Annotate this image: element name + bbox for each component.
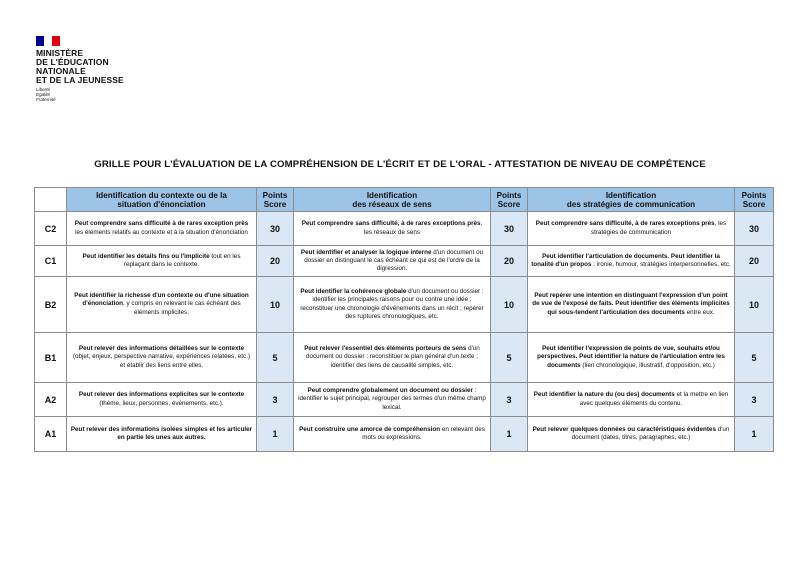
header-line: Identification xyxy=(366,190,418,200)
header-line: Identification du contexte ou de la xyxy=(96,190,227,200)
context-cell xyxy=(67,212,257,246)
descriptor-text: d'un document ou dossier : identifier les principales raisons pour ou contre une idée ; reconstituer une chronologie d'événements dans un récit ; repérer des ruptures chronologiques, etc. xyxy=(300,287,484,320)
flag-red-stripe xyxy=(52,36,60,46)
level-cell: A2 xyxy=(35,383,67,417)
descriptor-text: d'un document ou dossier en distinguant le cas échéant ce qui est de l'ordre de la digression. xyxy=(304,248,484,273)
level-cell: A1 xyxy=(35,417,67,452)
motto-line: Liberté xyxy=(36,87,51,92)
header-line: Points xyxy=(262,190,288,200)
context-cell xyxy=(67,333,257,383)
points-cell: 3 xyxy=(257,383,294,417)
descriptor-text: , y compris en relevant le cas échéant des éléments implicites. xyxy=(123,300,241,316)
descriptor-bold: Peut comprendre globalement un document ou dossier xyxy=(307,387,473,395)
descriptor-bold: Peut identifier l'expression de points de vue, souhaits et/ou perspectives. Peut identifier la nature de l'articulation entre les documents xyxy=(537,345,725,369)
table-row-b2 xyxy=(35,277,774,333)
descriptor-text: , les stratégies de communication xyxy=(590,220,727,236)
descriptor-bold: Peut identifier les détails fins ou l'implicite xyxy=(82,252,210,260)
points-cell: 1 xyxy=(735,417,774,452)
evaluation-grid xyxy=(34,187,774,452)
descriptor-bold: Peut identifier la nature du (ou des) documents xyxy=(533,391,675,399)
level-cell: B1 xyxy=(35,333,67,383)
points-cell: 3 xyxy=(735,383,774,417)
flag-white-stripe xyxy=(44,36,52,46)
points-cell: 10 xyxy=(735,277,774,333)
header-communication-strategies xyxy=(528,188,735,212)
networks-cell xyxy=(294,212,491,246)
header-points xyxy=(257,188,294,212)
descriptor-text: (thème, lieux, personnes, événements, etc.). xyxy=(99,399,224,407)
descriptor-bold: Peut relever quelques données ou caractéristiques évidentes xyxy=(532,425,716,433)
descriptor-text: (lien chronologique, illustratif, d'opposition, etc.) xyxy=(580,361,715,369)
descriptor-bold: Peut relever des informations isolées simples et les articuler en partie les unes aux autres. xyxy=(70,425,253,441)
header-line: des stratégies de communication xyxy=(566,199,696,209)
french-flag-icon xyxy=(36,36,60,46)
context-cell xyxy=(67,246,257,277)
descriptor-text: en relevant des mots ou expressions. xyxy=(362,425,485,441)
table-row-a1 xyxy=(35,417,774,452)
networks-cell xyxy=(294,333,491,383)
ministry-line: DE L'ÉDUCATION xyxy=(36,57,109,67)
points-cell: 3 xyxy=(491,383,528,417)
header-line: des réseaux de sens xyxy=(352,199,432,209)
motto-line: Fraternité xyxy=(36,97,56,102)
ministry-logo xyxy=(36,36,156,102)
strategies-cell xyxy=(528,277,735,333)
table-row-c2 xyxy=(35,212,774,246)
points-cell: 20 xyxy=(735,246,774,277)
header-line: Score xyxy=(263,199,287,209)
header-points xyxy=(491,188,528,212)
descriptor-bold: Peut identifier l'articulation de documents. Peut identifier la tonalité d'un propos xyxy=(531,252,720,268)
descriptor-text: les éléments relatifs au contexte et à la situation d'énonciation xyxy=(75,228,248,236)
descriptor-text: , les réseaux de sens xyxy=(363,220,483,236)
header-line: Identification xyxy=(605,190,657,200)
ministry-line: MINISTÈRE xyxy=(36,48,84,58)
descriptor-bold: Peut relever des informations détaillées sur le contexte xyxy=(78,345,245,353)
descriptor-bold: Peut identifier et analyser la logique interne xyxy=(300,248,432,256)
ministry-line: NATIONALE xyxy=(36,66,86,76)
descriptor-text: : identifier le sujet principal, regrouper des termes d'un même champ lexical. xyxy=(298,387,486,411)
header-row xyxy=(35,188,774,212)
header-line: Points xyxy=(741,190,767,200)
strategies-cell xyxy=(528,333,735,383)
table-row-b1 xyxy=(35,333,774,383)
level-cell: C2 xyxy=(35,212,67,246)
descriptor-text: entre eux. xyxy=(684,308,715,316)
descriptor-bold: Peut comprendre sans difficulté à de rares exception près xyxy=(74,220,249,228)
level-cell: C1 xyxy=(35,246,67,277)
descriptor-text: d'un document ou dossier : reconstituer le plan général d'un texte ; identifier des liens de causalité simples, etc. xyxy=(305,345,480,369)
points-cell: 5 xyxy=(735,333,774,383)
descriptor-bold: Peut comprendre sans difficulté, à de rares exceptions près xyxy=(301,220,481,228)
header-line: Score xyxy=(497,199,521,209)
strategies-cell xyxy=(528,417,735,452)
context-cell xyxy=(67,417,257,452)
networks-cell xyxy=(294,417,491,452)
descriptor-text: tout en les replaçant dans le contexte. xyxy=(123,252,241,268)
strategies-cell xyxy=(528,383,735,417)
descriptor-text: : ironie, humour, stratégies interpersonnelles, etc. xyxy=(591,261,731,268)
header-line: Points xyxy=(496,190,522,200)
descriptor-bold: Peut repérer une intention en distinguant l'expression d'un point de vue de l'exposé de faits. Peut identifier des éléments implicites qui sous-tendent l'articulation des documents xyxy=(532,292,730,316)
flag-blue-stripe xyxy=(36,36,44,46)
descriptor-text: d'un document (dates, titres, paragraphes, etc.) xyxy=(571,425,730,441)
descriptor-bold: Peut relever des informations explicites sur le contexte xyxy=(78,391,245,399)
context-cell xyxy=(67,277,257,333)
networks-cell xyxy=(294,246,491,277)
motto-line: Égalité xyxy=(36,92,51,97)
descriptor-text: et la mettre en lien avec quelques éléments du contenu. xyxy=(579,391,729,407)
strategies-cell xyxy=(528,246,735,277)
context-cell xyxy=(67,383,257,417)
points-cell: 10 xyxy=(491,277,528,333)
header-context xyxy=(67,188,257,212)
descriptor-text: (objet, enjeux, perspective narrative, expériences relatées, etc.) et établir des liens entre elles. xyxy=(72,353,251,369)
points-cell: 10 xyxy=(257,277,294,333)
strategies-cell xyxy=(528,212,735,246)
points-cell: 5 xyxy=(491,333,528,383)
points-cell: 1 xyxy=(257,417,294,452)
republic-motto xyxy=(36,87,156,102)
networks-cell xyxy=(294,383,491,417)
networks-cell xyxy=(294,277,491,333)
table-row-c1 xyxy=(35,246,774,277)
header-points xyxy=(735,188,774,212)
points-cell: 1 xyxy=(491,417,528,452)
points-cell: 20 xyxy=(491,246,528,277)
descriptor-bold: Peut construire une amorce de compréhension xyxy=(299,425,441,433)
descriptor-bold: Peut identifier la cohérence globale xyxy=(300,287,407,295)
corner-cell xyxy=(35,188,67,212)
points-cell: 30 xyxy=(257,212,294,246)
ministry-line: ET DE LA JEUNESSE xyxy=(36,75,124,85)
points-cell: 30 xyxy=(491,212,528,246)
descriptor-bold: Peut relever l'essentiel des éléments porteurs de sens xyxy=(304,345,467,353)
points-cell: 30 xyxy=(735,212,774,246)
table-row-a2 xyxy=(35,383,774,417)
descriptor-bold: Peut comprendre sans difficulté, à de rares exceptions près xyxy=(535,220,715,228)
level-cell: B2 xyxy=(35,277,67,333)
ministry-name xyxy=(36,49,156,85)
points-cell: 20 xyxy=(257,246,294,277)
header-line: Score xyxy=(742,199,766,209)
descriptor-bold: Peut identifier la richesse d'un contexte ou d'une situation d'énonciation xyxy=(74,292,249,308)
document-title: GRILLE POUR L'ÉVALUATION DE LA COMPRÉHENSION DE L'ÉCRIT ET DE L'ORAL - ATTESTATION DE NIVEAU DE COMPÉTENCE xyxy=(94,159,706,170)
header-line: situation d'énonciation xyxy=(117,199,206,209)
points-cell: 5 xyxy=(257,333,294,383)
header-networks-of-meaning xyxy=(294,188,491,212)
